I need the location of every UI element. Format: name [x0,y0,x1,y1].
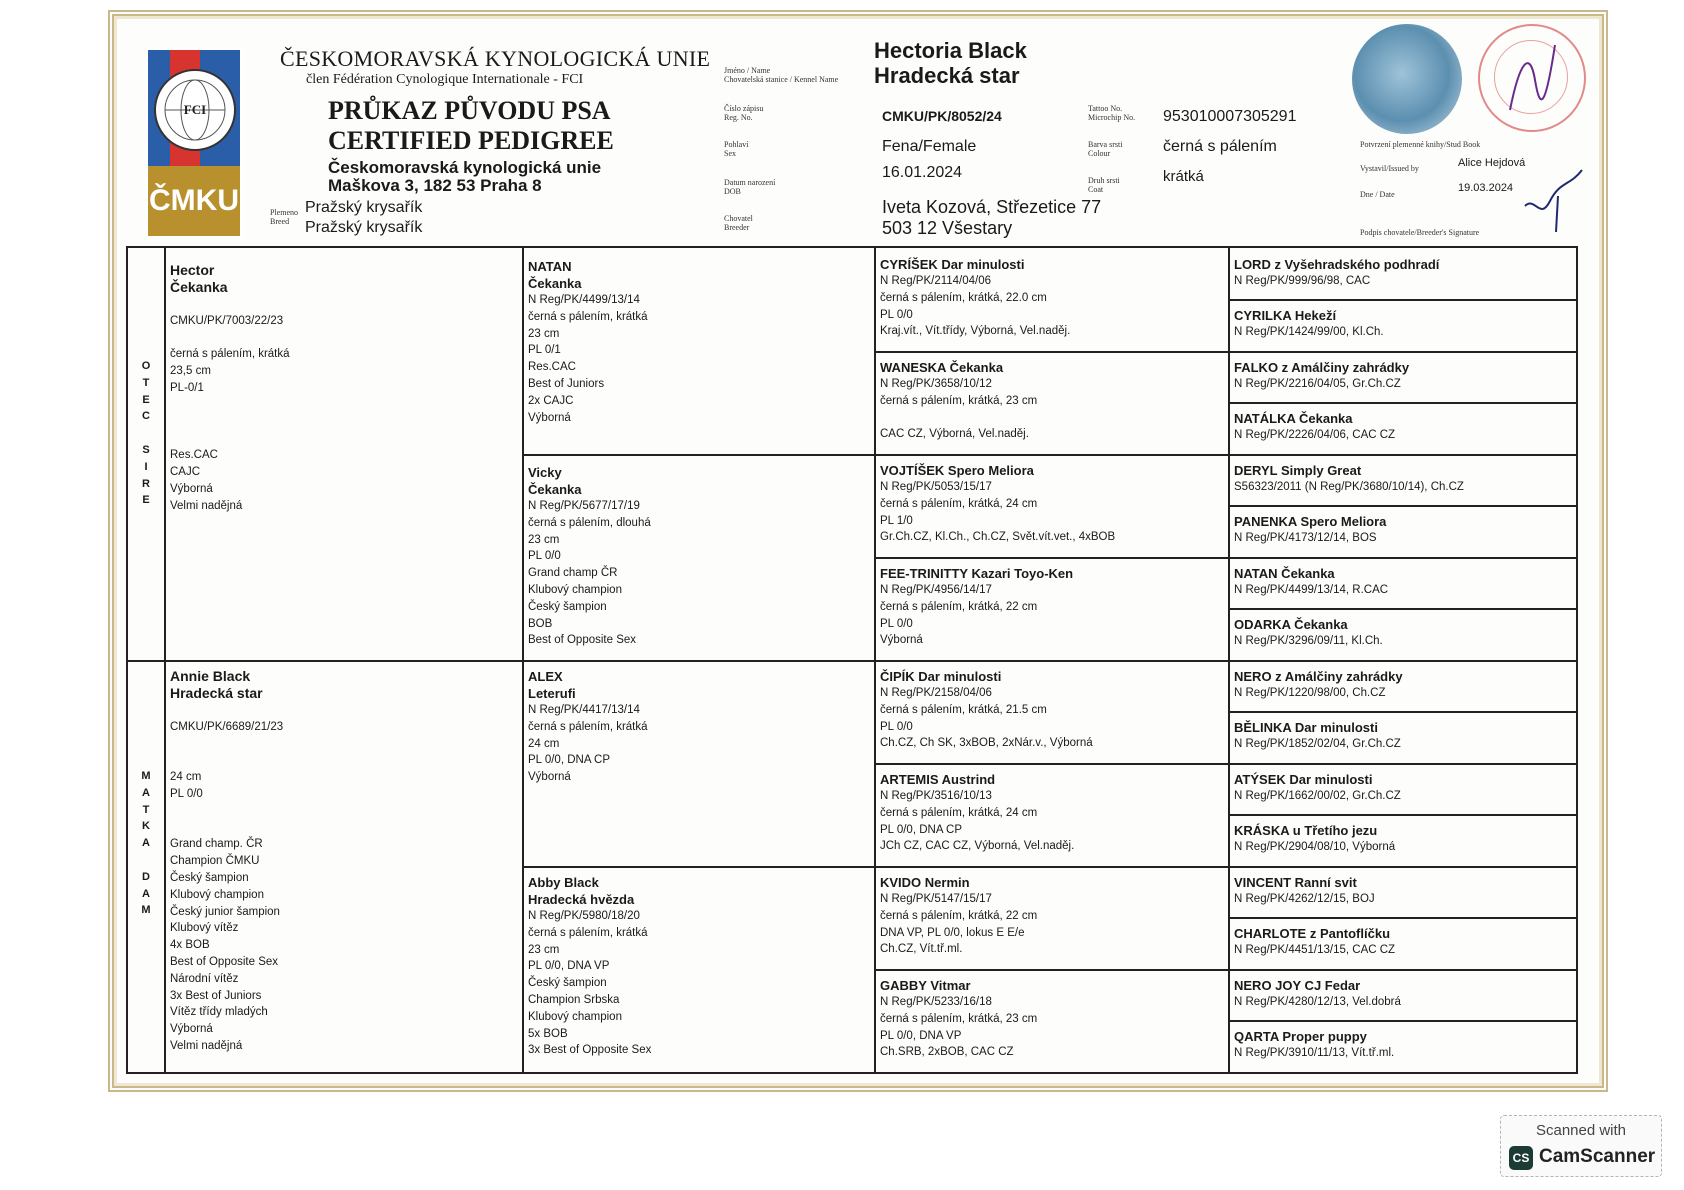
gen4-ancestor [1234,359,1574,393]
ancestor-info: N Reg/PK/1424/99/00, Kl.Ch. [1234,326,1384,338]
ancestor-info: N Reg/PK/2226/04/06, CAC CZ [1234,429,1396,441]
gen2-ancestor [528,668,868,786]
ancestor-name: Vicky Čekanka [528,465,582,497]
coat-label: Druh srsti Coat [1088,176,1120,194]
gen4-ancestor [1234,513,1574,547]
ancestor-name: NERO z Amálčiny zahrádky [1234,669,1403,684]
gen3-ancestor [880,977,1224,1061]
gen4-ancestor [1234,925,1574,959]
name-label: Jméno / Name Chovatelská stanice / Kennel Name [724,66,839,84]
grid-divider [874,351,1576,353]
gen2-ancestor [528,258,868,426]
breed-value-repeat: Pražský krysařík [305,219,423,236]
ancestor-name: NERO JOY CJ Fedar [1234,978,1361,993]
ancestor-name: CHARLOTE z Pantoflíčku [1234,926,1391,941]
grid-divider [874,763,1576,765]
grid-divider [1228,917,1576,919]
breeder-label: Chovatel Breeder [724,214,753,232]
ancestor-name: ALEX Leterufi [528,669,576,701]
ancestor-info: N Reg/PK/4451/13/15, CAC CZ [1234,944,1396,956]
grid-divider [128,660,1576,662]
ancestor-name: KRÁSKA u Třetího jezu [1234,823,1378,838]
ancestor-info: N Reg/PK/4262/12/15, BOJ [1234,893,1375,905]
camscanner-watermark [1500,1115,1662,1177]
ancestor-info: N Reg/PK/2114/04/06 černá s pálením, krátká, 22.0 cm PL 0/0 Kraj.vít., Vít.třídy, Výborná, Vel.naděj. [880,275,1071,338]
dog-name: Hectoria Black Hradecká star [874,38,1027,88]
gen3-ancestor [880,565,1224,649]
dob-label: Datum narození DOB [724,178,776,196]
gen4-ancestor [1234,977,1574,1011]
coat-value: krátká [1163,168,1204,185]
breeder-signature [1520,166,1590,236]
ancestor-info: N Reg/PK/4173/12/14, BOS [1234,532,1377,544]
grid-divider [1228,711,1576,713]
ancestor-info: N Reg/PK/5980/18/20 černá s pálením, krátká 23 cm PL 0/0, DNA VP Český šampion Champion Srbska Klubový champion 5x BOB 3x Best of Opposite Sex [528,910,652,1057]
grid-divider [874,969,1576,971]
ancestor-info: N Reg/PK/5233/16/18 černá s pálením, krátká, 23 cm PL 0/0, DNA VP Ch.SRB, 2xBOB, CAC CZ [880,996,1038,1059]
ancestor-name: FALKO z Amálčiny zahrádky [1234,360,1410,375]
signature-label: Podpis chovatele/Breeder's Signature [1360,228,1480,237]
grid-divider [1228,608,1576,610]
grid-divider [1228,505,1576,507]
ancestor-name: CYRÍŠEK Dar minulosti [880,257,1025,272]
ancestor-info: N Reg/PK/5147/15/17 černá s pálením, krátká, 22 cm DNA VP, PL 0/0, lokus E E/e Ch.CZ, Vít.tř.ml. [880,893,1038,956]
ancestor-name: BĚLINKA Dar minulosti [1234,720,1378,735]
grid-divider [874,557,1576,559]
ancestor-info: N Reg/PK/2158/04/06 černá s pálením, krátká, 21.5 cm PL 0/0 Ch.CZ, Ch SK, 3xBOB, 2xNár.v., Výborná [880,687,1093,750]
grid-divider [522,454,1576,456]
grid-divider [1228,1020,1576,1022]
gen4-ancestor [1234,462,1574,496]
chip-label: Tattoo No. Microchip No. [1088,104,1136,122]
colour-value: černá s pálením [1163,138,1277,155]
gen3-ancestor [880,771,1224,855]
ancestor-name: Abby Black Hradecká hvězda [528,875,635,907]
gen3-ancestor [880,874,1224,958]
gen1-sire [170,262,514,514]
ancestor-name: PANENKA Spero Meliora [1234,514,1387,529]
ancestor-name: GABBY Vitmar [880,978,971,993]
ancestor-name: NATAN Čekanka [528,259,582,291]
sire-side-label: O T E C S I R E [141,360,151,507]
chip-value: 953010007305291 [1163,108,1297,125]
ancestor-name: NATAN Čekanka [1234,566,1335,581]
gen4-ancestor [1234,1028,1574,1062]
ancestor-name: FEE-TRINITTY Kazari Toyo-Ken [880,566,1074,581]
ancestor-info: N Reg/PK/1852/02/04, Gr.Ch.CZ [1234,738,1401,750]
scanner-line1: Scanned with [1535,1122,1627,1139]
ancestor-info: N Reg/PK/5677/17/19 černá s pálením, dlouhá 23 cm PL 0/0 Grand champ ČR Klubový champion Český šampion BOB Best of Opposite Sex [528,500,651,647]
ancestor-info: N Reg/PK/3658/10/12 černá s pálením, krátká, 23 cm CAC CZ, Výborná, Vel.naděj. [880,378,1038,441]
ancestor-name: VOJTÍŠEK Spero Meliora [880,463,1034,478]
gen3-ancestor [880,256,1224,340]
ancestor-info: CMKU/PK/7003/22/23 černá s pálením, krátká 23,5 cm PL-0/1 Res.CAC CAJC Výborná Velmi nadějná [170,314,290,512]
gen2-ancestor [528,464,868,649]
reg-label: Číslo zápisu Reg. No. [724,104,764,122]
ancestor-info: CMKU/PK/6689/21/23 24 cm PL 0/0 Grand champ. ČR Champion ČMKU Český šampion Klubový champion Český junior šampion Klubový vítěz 4x BOB Best of Opposite Sex Národní vítěz 3x Best of Juniors Vítěz třídy mladých Výborná Velmi nadějná [170,720,284,1052]
studbook-label: Potvrzení plemenné knihy/Stud Book [1360,140,1481,149]
gen2-ancestor [528,874,868,1059]
gen4-ancestor [1234,719,1574,753]
issued-label: Vystavil/Issued by [1360,164,1419,173]
title-cz: PRŮKAZ PŮVODU PSA [328,96,611,125]
ancestor-name: DERYL Simply Great [1234,463,1362,478]
gen4-ancestor [1234,616,1574,650]
ancestor-info: N Reg/PK/2216/04/05, Gr.Ch.CZ [1234,378,1401,390]
reg-value: CMKU/PK/8052/24 [882,108,1002,124]
org-name: ČESKOMORAVSKÁ KYNOLOGICKÁ UNIE [280,46,711,71]
ancestor-info: N Reg/PK/5053/15/17 černá s pálením, krátká, 24 cm PL 1/0 Gr.Ch.CZ, Kl.Ch., Ch.CZ, Svět.vít.vet., 4xBOB [880,481,1116,544]
ancestor-name: CYRILKA Hekeží [1234,308,1337,323]
ancestor-name: ARTEMIS Austrind [880,772,996,787]
ancestor-name: Hector Čekanka [170,262,228,295]
address-line1: Českomoravská kynologická unie [328,158,602,177]
ancestor-name: ATÝSEK Dar minulosti [1234,772,1373,787]
gen4-ancestor [1234,668,1574,702]
cmku-logo-text: ČMKU [149,184,239,217]
gen4-ancestor [1234,822,1574,856]
ancestor-info: N Reg/PK/3910/11/13, Vít.tř.ml. [1234,1047,1395,1059]
gen4-ancestor [1234,410,1574,444]
date-value: 19.03.2024 [1458,182,1514,194]
gen4-ancestor [1234,256,1574,290]
breed-label: Plemeno Breed [270,208,298,226]
ancestor-name: NATÁLKA Čekanka [1234,411,1353,426]
ancestor-info: N Reg/PK/3296/09/11, Kl.Ch. [1234,635,1383,647]
gen3-ancestor [880,359,1224,443]
grid-divider [1228,299,1576,301]
gen4-ancestor [1234,874,1574,908]
org-member: člen Fédération Cynologique Internationale - FCI [306,72,584,87]
ancestor-name: Annie Black Hradecká star [170,668,263,701]
ancestor-info: S56323/2011 (N Reg/PK/3680/10/14), Ch.CZ [1234,481,1464,493]
breeder-line1: Iveta Kozová, Střezetice 77 [882,197,1102,217]
ancestor-name: LORD z Vyšehradského podhradí [1234,257,1440,272]
ancestor-info: N Reg/PK/1220/98/00, Ch.CZ [1234,687,1386,699]
colour-label: Barva srsti Colour [1088,140,1123,158]
ancestor-name: QARTA Proper puppy [1234,1029,1367,1044]
gen4-ancestor [1234,771,1574,805]
ancestor-info: N Reg/PK/3516/10/13 černá s pálením, krátká, 24 cm PL 0/0, DNA CP JCh CZ, CAC CZ, Výborná, Vel.naděj. [880,790,1075,853]
cs-logo-icon: CS [1509,1146,1533,1170]
gen4-ancestor [1234,565,1574,599]
ancestor-info: N Reg/PK/4499/13/14 černá s pálením, krátká 23 cm PL 0/1 Res.CAC Best of Juniors 2x CAJC Výborná [528,294,648,424]
ancestor-info: N Reg/PK/2904/08/10, Výborná [1234,841,1396,853]
gen3-ancestor [880,462,1224,546]
grid-divider [522,866,1576,868]
gen4-ancestor [1234,307,1574,341]
gen1-dam [170,668,514,1055]
signature-stamp-mark [1500,40,1560,120]
ancestor-info: N Reg/PK/1662/00/02, Gr.Ch.CZ [1234,790,1401,802]
ancestor-info: N Reg/PK/4280/12/13, Vel.dobrá [1234,996,1401,1008]
scanner-line2: CamScanner [1539,1146,1656,1167]
sex-value: Fena/Female [882,138,977,155]
ancestor-name: WANESKA Čekanka [880,360,1004,375]
ancestor-info: N Reg/PK/4956/14/17 černá s pálením, krátká, 22 cm PL 0/0 Výborná [880,584,1038,647]
fci-logo-text: FCI [183,102,207,117]
sex-label: Pohlaví Sex [724,140,749,158]
title-en: CERTIFIED PEDIGREE [328,126,614,155]
address-line2: Maškova 3, 182 53 Praha 8 [328,176,542,195]
cmku-logo [146,48,244,238]
ancestor-name: ČIPÍK Dar minulosti [880,669,1002,684]
ancestor-name: ODARKA Čekanka [1234,617,1348,632]
issued-value: Alice Hejdová [1458,157,1526,169]
ancestor-info: N Reg/PK/4417/13/14 černá s pálením, krátká 24 cm PL 0/0, DNA CP Výborná [528,704,648,784]
dob-value: 16.01.2024 [882,164,963,181]
breed-value: Pražský krysařík [305,199,423,216]
gen3-ancestor [880,668,1224,752]
dam-side-label: M A T K A D A M [141,770,151,917]
ancestor-info: N Reg/PK/4499/13/14, R.CAC [1234,584,1389,596]
grid-divider [1228,402,1576,404]
ancestor-name: KVIDO Nermin [880,875,970,890]
grid-divider [1228,814,1576,816]
ancestor-info: N Reg/PK/999/96/98, CAC [1234,275,1371,287]
date-label: Dne / Date [1360,190,1395,199]
ancestor-name: VINCENT Ranní svit [1234,875,1357,890]
pedigree-table [126,246,1578,1074]
breeder-line2: 503 12 Všestary [882,218,1013,238]
studbook-hologram-stamp [1352,24,1462,134]
